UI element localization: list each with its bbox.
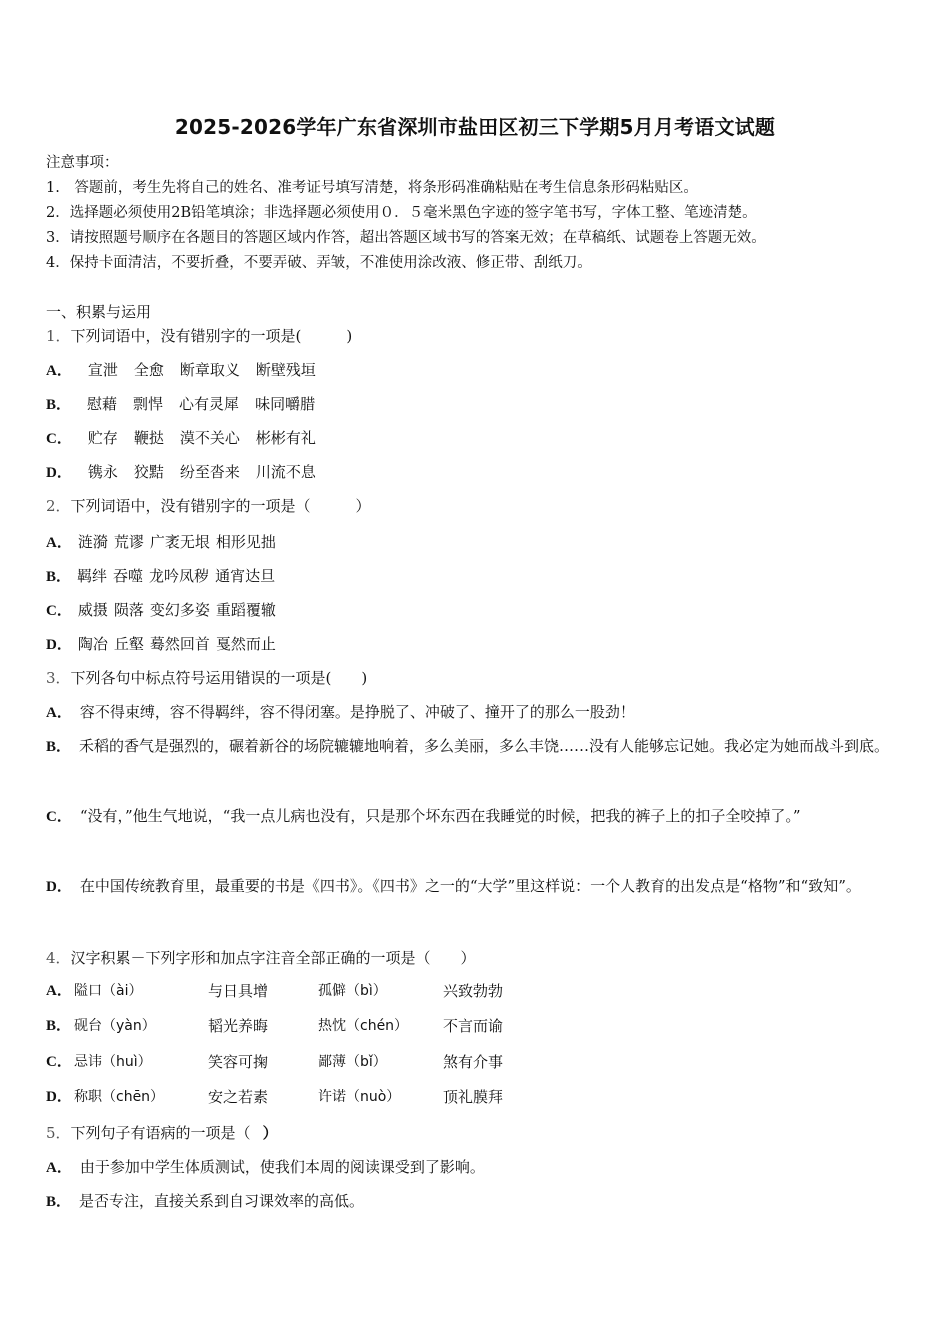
option-word: 羁绊	[77, 567, 108, 585]
option-cell: 称职（chēn）	[74, 1089, 165, 1105]
q2-option-a	[46, 532, 282, 553]
option-letter: C．	[46, 809, 72, 825]
option-word: 狡黠	[133, 463, 164, 481]
question-number: 2．	[46, 497, 71, 515]
option-word: 重蹈覆辙	[215, 601, 276, 619]
option-letter: D．	[46, 465, 72, 481]
question-number: 5．	[46, 1124, 71, 1142]
option-letter: C．	[46, 1054, 72, 1070]
notice-item: 3．请按照题号顺序在各题目的答题区域内作答，超出答题区域书写的答案无效；在草稿纸、试题卷上答题无效。	[46, 230, 766, 246]
option-cell: 隘口（ài）	[74, 983, 143, 999]
option-word: 涟漪	[77, 533, 108, 551]
option-word: 通宵达旦	[215, 567, 276, 585]
q2-option-b	[46, 566, 281, 587]
option-word: 龙吟凤秽	[149, 567, 210, 585]
option-word: 慰藉	[87, 395, 118, 413]
option-cell: 鄙薄（bǐ）	[318, 1054, 387, 1070]
option-word: 川流不息	[255, 463, 316, 481]
option-cell: 安之若素	[208, 1088, 269, 1106]
q3-option-b	[46, 728, 908, 765]
option-word: 陶冶	[77, 635, 108, 653]
option-letter: A．	[46, 363, 72, 379]
option-word: 荒谬	[113, 533, 144, 551]
option-cell: 忌讳（huì）	[74, 1054, 152, 1070]
option-letter: B．	[46, 739, 72, 755]
option-word: 陨落	[113, 601, 144, 619]
option-letter: B．	[46, 1194, 72, 1210]
option-cell: 顶礼膜拜	[443, 1088, 504, 1106]
option-letter: B．	[46, 1018, 72, 1034]
q5-option-a	[46, 1157, 485, 1178]
question-stem: 下列各句中标点符号运用错误的一项是( )	[70, 669, 368, 687]
option-word: 断壁残垣	[255, 361, 316, 379]
option-word: 漠不关心	[179, 429, 240, 447]
option-letter: A．	[46, 983, 72, 999]
option-word: 心有灵犀	[179, 395, 240, 413]
option-text: 是否专注，直接关系到自习课效率的高低。	[79, 1192, 365, 1210]
option-word: 镌永	[87, 463, 118, 481]
option-word: 味同嚼腊	[255, 395, 316, 413]
q1-option-a	[46, 360, 332, 381]
option-cell: 砚台（yàn）	[74, 1018, 156, 1034]
option-cell: 与日具增	[208, 982, 269, 1000]
option-text: 由于参加中学生体质测试，使我们本周的阅读课受到了影响。	[79, 1158, 485, 1176]
question-stem-paren: ）	[262, 1124, 278, 1142]
notice-item: 1. 答题前，考生先将自己的姓名、准考证号填写清楚，将条形码准确粘贴在考生信息条形码粘贴区。	[46, 180, 698, 196]
question-2	[46, 496, 371, 516]
option-cell: 兴致勃勃	[443, 982, 504, 1000]
q1-option-b	[46, 394, 331, 415]
option-cell: 笑容可掬	[208, 1053, 269, 1071]
option-text: 在中国传统教育里，最重要的书是《四书》。《四书》之一的“大学”里这样说：一个人教育的出发点是“格物”和“致知”。	[79, 877, 861, 895]
question-number: 1．	[46, 327, 71, 345]
notice-item: 2．选择题必须使用2B铅笔填涂；非选择题必须使用０．５毫米黑色字迹的签字笔书写，字体工整、笔迹清楚。	[46, 205, 757, 221]
question-stem: 下列词语中，没有错别字的一项是( )	[70, 327, 353, 345]
q3-option-d	[46, 868, 908, 905]
q5-option-b	[46, 1191, 364, 1212]
option-letter: A．	[46, 705, 72, 721]
option-letter: D．	[46, 879, 72, 895]
notice-item: 4．保持卡面清洁，不要折叠，不要弄破、弄皱，不准使用涂改液、修正带、刮纸刀。	[46, 255, 592, 271]
option-word: 广袤无垠	[149, 533, 210, 551]
notice-heading: 注意事项：	[46, 155, 119, 171]
option-word: 纷至沓来	[179, 463, 240, 481]
option-text: 容不得束缚，容不得羁绊，容不得闭塞。是挣脱了、冲破了、撞开了的那么一股劲！	[79, 703, 635, 721]
question-number: 4．	[46, 949, 71, 967]
question-1	[46, 326, 352, 346]
question-5	[46, 1123, 278, 1143]
option-word: 剽悍	[133, 395, 164, 413]
option-cell: 不言而谕	[443, 1017, 504, 1035]
option-cell: 许诺（nuò）	[318, 1089, 401, 1105]
option-word: 变幻多姿	[149, 601, 210, 619]
question-3	[46, 668, 367, 688]
option-word: 戛然而止	[215, 635, 276, 653]
option-word: 贮存	[87, 429, 118, 447]
option-word: 蓦然回首	[149, 635, 210, 653]
option-letter: B．	[46, 397, 72, 413]
question-stem: 下列句子有语病的一项是（	[70, 1124, 251, 1142]
option-word: 彬彬有礼	[255, 429, 316, 447]
option-word: 相形见拙	[215, 533, 276, 551]
option-word: 全愈	[133, 361, 164, 379]
option-letter: A．	[46, 535, 72, 551]
page-title: 2025-2026学年广东省深圳市盐田区初三下学期5月月考语文试题	[174, 115, 776, 139]
option-word: 宣泄	[87, 361, 118, 379]
q3-option-c	[46, 798, 908, 835]
question-number: 3．	[46, 669, 71, 687]
option-letter: B．	[46, 569, 72, 585]
question-stem: 下列词语中，没有错别字的一项是（ ）	[70, 497, 371, 515]
q2-option-c	[46, 600, 282, 621]
q2-option-d	[46, 634, 282, 655]
option-cell: 孤僻（bì）	[318, 983, 387, 999]
option-word: 鞭挞	[133, 429, 164, 447]
option-word: 威摄	[77, 601, 108, 619]
q1-option-d	[46, 462, 332, 483]
option-letter: D．	[46, 637, 72, 653]
option-cell: 韬光养晦	[208, 1017, 269, 1035]
option-cell: 煞有介事	[443, 1053, 504, 1071]
section-heading: 一、积累与运用	[46, 303, 152, 321]
option-cell: 热忱（chén）	[318, 1018, 409, 1034]
option-text: “没有，”他生气地说，“我一点儿病也没有，只是那个坏东西在我睡觉的时候，把我的裤子上的扣子全咬掉了。”	[79, 807, 801, 825]
option-letter: C．	[46, 431, 72, 447]
option-letter: A．	[46, 1160, 72, 1176]
option-letter: D．	[46, 1089, 72, 1105]
option-letter: C．	[46, 603, 72, 619]
q3-option-a	[46, 702, 635, 723]
question-stem: 汉字积累－下列字形和加点字注音全部正确的一项是（ ）	[70, 949, 476, 967]
option-word: 吞噬	[113, 567, 144, 585]
option-text: 禾稻的香气是强烈的，碾着新谷的场院辘辘地响着，多么美丽，多么丰饶……没有人能够忘记她。我必定为她而战斗到底。	[79, 737, 890, 755]
option-word: 断章取义	[179, 361, 240, 379]
question-4	[46, 948, 476, 968]
option-word: 丘壑	[113, 635, 144, 653]
q1-option-c	[46, 428, 332, 449]
